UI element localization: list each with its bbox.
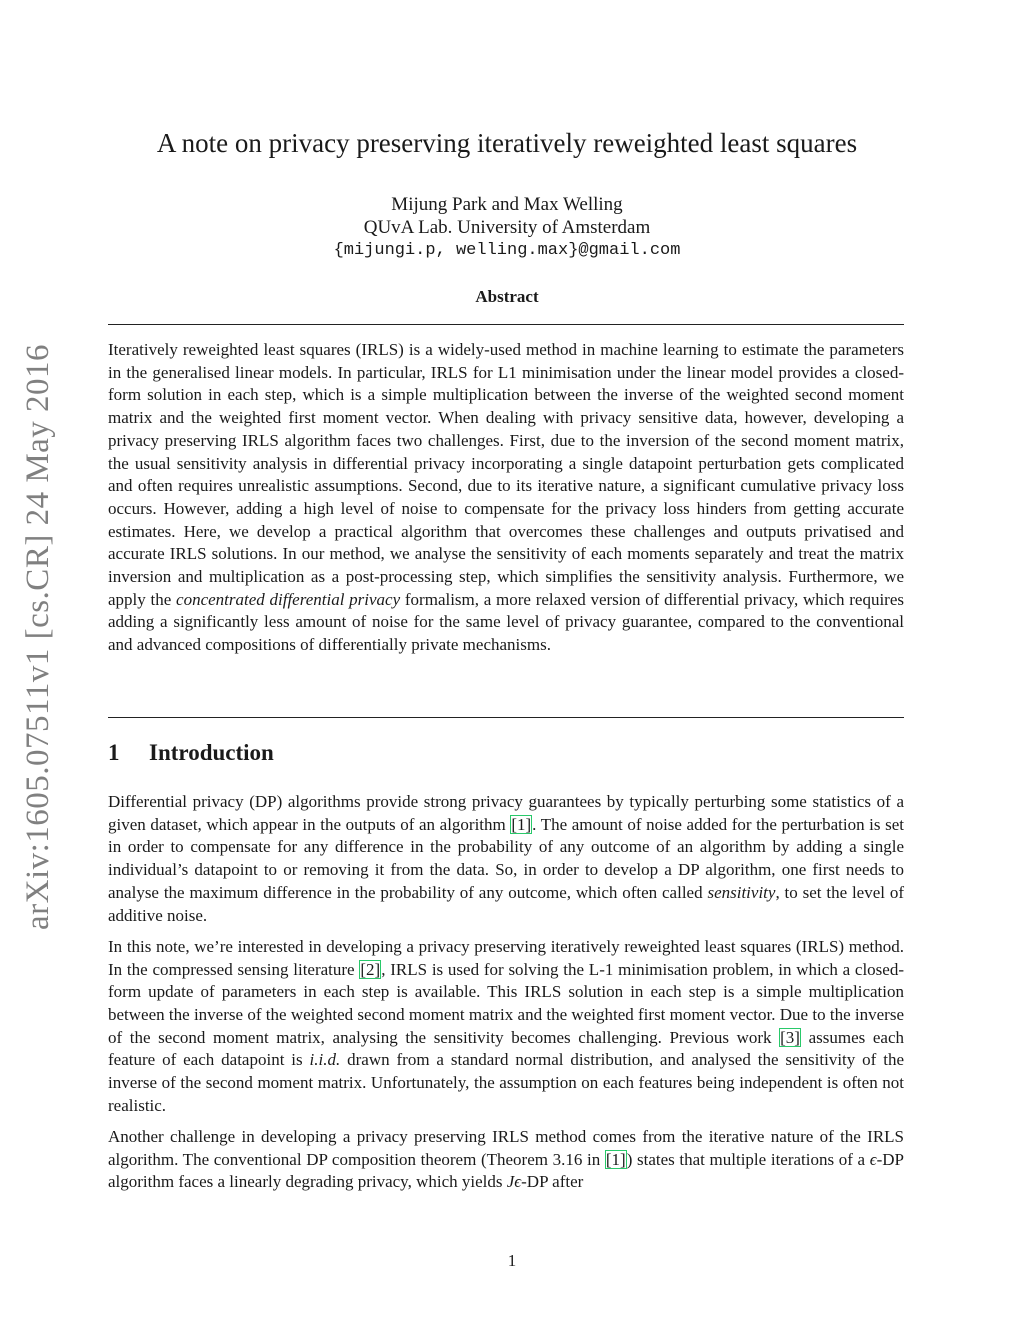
citation-link[interactable]: [2] (360, 959, 381, 979)
paragraph-text: Differential privacy (DP) algorithms provide strong privacy guarantees by typically perturbing some statistics of a given dataset, which appear in the outputs of an algorithm (108, 792, 904, 834)
paragraph-text: drawn from a standard normal distribution, and analysed the sensitivity of the inverse of the second moment matrix. Unfortunately, the assumption on each features being independent is often not realistic. (108, 1050, 904, 1115)
italic-term: i.i.d. (309, 1050, 341, 1070)
author-email: {mijungi.p, welling.max}@gmail.com (333, 241, 681, 260)
citation-link[interactable]: [1] (605, 1149, 626, 1169)
paragraph (108, 936, 904, 1118)
math-symbol: ϵ (869, 1149, 877, 1169)
paragraph-text: Another challenge in developing a privacy preserving IRLS method comes from the iterative nature of the IRLS algorithm. The conventional DP composition theorem (Theorem 3.16 in (108, 1127, 904, 1169)
paper-title: A note on privacy preserving iteratively reweighted least squares (156, 128, 858, 158)
citation-link[interactable]: [1] (511, 814, 532, 834)
section-title: Introduction (149, 740, 274, 765)
author-affiliation: QUvA Lab. University of Amsterdam (363, 217, 651, 238)
page-number: 1 (507, 1251, 517, 1270)
abstract-top-rule (108, 324, 904, 325)
paragraph-text: , to set the level of additive noise. (108, 882, 905, 925)
paragraph-text: -DP after (521, 1172, 584, 1192)
paragraph-text: In this note, we’re interested in developing a privacy preserving iteratively reweighted least squares (IRLS) method. In the compressed sensing literature (108, 936, 904, 979)
section-number: 1 (108, 740, 120, 765)
paragraph (108, 1126, 904, 1194)
introduction-body (108, 791, 904, 1203)
abstract-italic-term: concentrated differential privacy (176, 589, 401, 609)
abstract-text-part: Iteratively reweighted least squares (IRLS) is a widely-used method in machine learning to estimate the parameters in the generalised linear models. In particular, IRLS for L1 minimisation under the linear model provides a closed-form solution in each step, which is a simple multiplication between the inverse of the weighted second moment matrix and the weighted first moment vector. When dealing with privacy sensitive data, however, developing a privacy preserving IRLS algorithm faces two challenges. First, due to the inversion of the second moment matrix, the usual sensitivity analysis in differential privacy incorporating a single datapoint perturbation gets complicated and often requires unrealistic assumptions. Second, due to its iterative nature, a significant cumulative privacy loss occurs. However, adding a high level of noise to compensate for the privacy loss hinders from getting accurate estimates. Here, we develop a practical algorithm that overcomes these challenges and outputs privatised and accurate IRLS solutions. In our method, we analyse the sensitivity of each moments separately and treat the matrix inversion and multiplication as a post-processing step, which simplifies the sensitivity analysis. Furthermore, we apply the (108, 340, 904, 609)
citation-link[interactable]: [3] (780, 1027, 800, 1047)
paragraph-text: assumes each feature of each datapoint is (108, 1027, 904, 1070)
abstract-bottom-rule (108, 717, 904, 718)
paragraph-text: . The amount of noise added for the perturbation is set in order to compensate for any difference in the probability of any outcome of an algorithm by adding a single individual’s datapoint to or removing it from the data. So, in order to develop a DP algorithm, one first needs to analyse the maximum difference in the probability of any outcome, which often called (108, 814, 904, 902)
paragraph (108, 791, 904, 927)
author-block (100, 193, 914, 262)
paragraph-text: , IRLS is used for solving the L-1 minimisation problem, in which a closed-form update of parameters in each step is available. This IRLS solution in each step is a simple multiplication between the inverse of the weighted second moment matrix and the weighted first moment vector. Due to the inverse of the second moment matrix, analysing the sensitivity becomes challenging. Previous work (108, 959, 904, 1047)
paragraph-text: ) states that multiple iterations of a (626, 1149, 870, 1169)
arxiv-side-identifier: arXiv:1605.07511v1 [cs.CR] 24 May 2016 (20, 343, 56, 930)
italic-term: sensitivity (707, 882, 776, 902)
abstract-text (108, 339, 904, 657)
paragraph-text: -DP algorithm faces a linearly degrading privacy, which yields (108, 1149, 904, 1192)
section-heading (108, 738, 274, 768)
abstract-heading: Abstract (475, 287, 539, 306)
abstract-text-part: formalism, a more relaxed version of differential privacy, which requires adding a significantly less amount of noise for the same level of privacy guarantee, compared to the conventional and advanced compositions of differentially private mechanisms. (108, 589, 905, 655)
math-symbol: Jϵ (506, 1172, 522, 1192)
author-names: Mijung Park and Max Welling (391, 194, 623, 215)
